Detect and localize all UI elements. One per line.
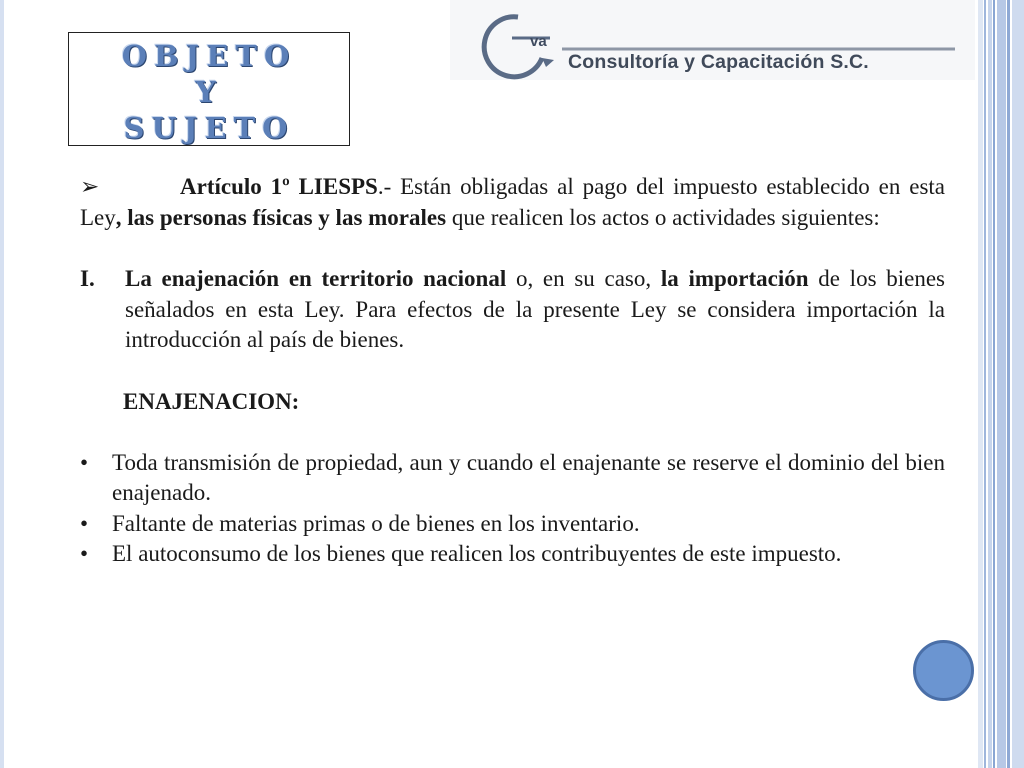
title-line-2: Y bbox=[195, 75, 223, 109]
bullet-icon: • bbox=[80, 449, 89, 475]
article-paragraph: ➢ Artículo 1º LIESPS.- Están obligadas al pago del impuesto establecido en esta Ley, las personas físicas y las morales que realicen los actos o actividades siguientes: bbox=[80, 174, 945, 230]
company-name: Consultoría y Capacitación S.C. bbox=[568, 51, 869, 73]
article-reference: Artículo 1º LIESPS bbox=[180, 174, 378, 199]
bullet-item: • Toda transmisión de propiedad, aun y cuando el enajenante se reserve el dominio del bien enajenado. bbox=[80, 449, 945, 506]
logo-initials: va bbox=[530, 33, 547, 50]
list-item-i bbox=[80, 264, 945, 356]
left-border-stripe bbox=[0, 0, 4, 768]
title-box bbox=[68, 32, 350, 146]
title-line-1: OBJETO bbox=[121, 39, 297, 73]
bullet-item: • Faltante de materias primas o de bienes en los inventario. bbox=[80, 509, 945, 540]
article-subjects: , las personas físicas y las morales bbox=[115, 204, 447, 230]
main-content bbox=[80, 172, 945, 570]
bullet-item: • El autoconsumo de los bienes que realicen los contribuyentes de este impuesto. bbox=[80, 539, 945, 570]
decorative-circle bbox=[913, 640, 974, 701]
title-line-3: SUJETO bbox=[123, 111, 295, 145]
roman-numeral: I. bbox=[80, 266, 95, 292]
company-logo bbox=[450, 0, 975, 80]
enajenacion-heading: ENAJENACION: bbox=[123, 388, 300, 414]
bullet-icon: • bbox=[80, 541, 89, 567]
bullet-icon: • bbox=[80, 510, 89, 536]
arrow-bullet-icon: ➢ bbox=[80, 174, 100, 199]
list-item-i-text: La enajenación en territorio nacional o, en su caso, la importación de los bienes señalados en esta Ley. Para efectos de la presente Ley se considera importación la introducción al país de bienes. bbox=[125, 266, 945, 353]
